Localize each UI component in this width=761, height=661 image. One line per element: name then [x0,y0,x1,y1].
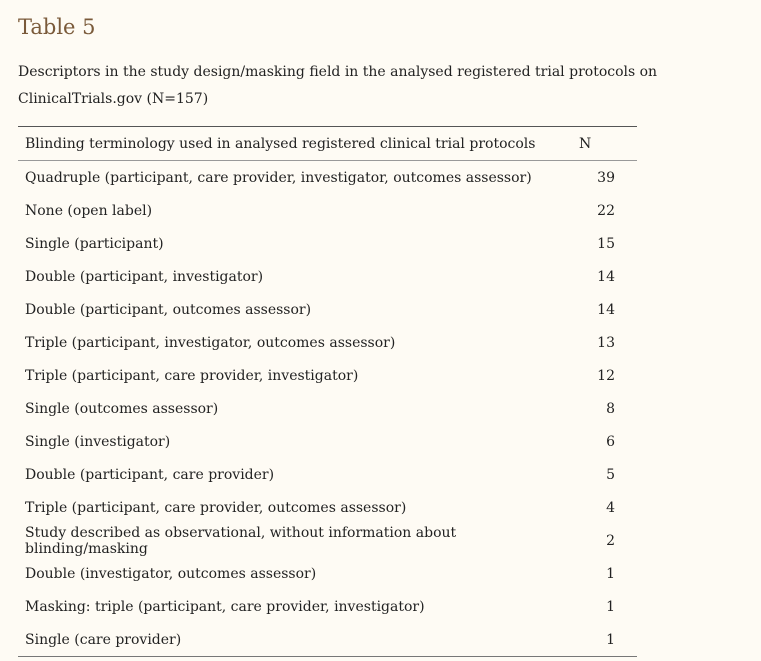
header-n: N [579,135,592,152]
table-title: Table 5 [18,15,96,39]
cell-terminology: Quadruple (participant, care provider, investigator, outcomes assessor) [25,169,532,186]
cell-n: 5 [606,466,615,483]
blinding-terminology-table [18,126,637,657]
table-row [18,491,637,524]
cell-n: 6 [606,433,615,450]
cell-n: 14 [597,301,615,318]
table-row [18,557,637,590]
table-row [18,260,637,293]
table-row [18,623,637,657]
table-row [18,227,637,260]
cell-terminology: Triple (participant, care provider, outcomes assessor) [25,499,407,516]
table-row [18,425,637,458]
cell-n: 1 [606,565,615,582]
cell-terminology: Single (investigator) [25,433,171,450]
cell-n: 2 [606,532,615,549]
table-row [18,458,637,491]
cell-terminology: Double (participant, investigator) [25,268,264,285]
cell-n: 13 [597,334,615,351]
table-figure [18,14,758,657]
cell-terminology: None (open label) [25,202,153,219]
cell-terminology: Single (outcomes assessor) [25,400,219,417]
cell-n: 1 [606,598,615,615]
cell-terminology: Triple (participant, investigator, outcomes assessor) [25,334,396,351]
table-row [18,326,637,359]
table-row [18,590,637,623]
table-header [18,127,637,161]
table-row [18,194,637,227]
table-row [18,161,637,195]
table-row [18,293,637,326]
table-header-row [18,127,637,161]
cell-terminology: Masking: triple (participant, care provider, investigator) [25,598,425,615]
cell-terminology: Triple (participant, care provider, investigator) [25,367,359,384]
cell-terminology: Single (participant) [25,235,164,252]
table-body [18,161,637,657]
cell-n: 14 [597,268,615,285]
cell-n: 8 [606,400,615,417]
header-terminology: Blinding terminology used in analysed registered clinical trial protocols [25,135,536,152]
table-row [18,524,637,557]
cell-n: 22 [597,202,615,219]
cell-n: 15 [597,235,615,252]
cell-terminology: Double (participant, outcomes assessor) [25,301,312,318]
cell-terminology: Double (investigator, outcomes assessor) [25,565,317,582]
cell-terminology: Single (care provider) [25,631,182,648]
table-row [18,359,637,392]
cell-n: 12 [597,367,615,384]
table-row [18,392,637,425]
table-caption: Descriptors in the study design/masking field in the analysed registered trial protocols on ClinicalTrials.gov (N=157) [18,64,658,107]
cell-n: 39 [597,169,615,186]
cell-terminology: Double (participant, care provider) [25,466,275,483]
cell-terminology: Study described as observational, without information about blinding/masking [25,524,457,557]
cell-n: 4 [606,499,615,516]
cell-n: 1 [606,631,615,648]
